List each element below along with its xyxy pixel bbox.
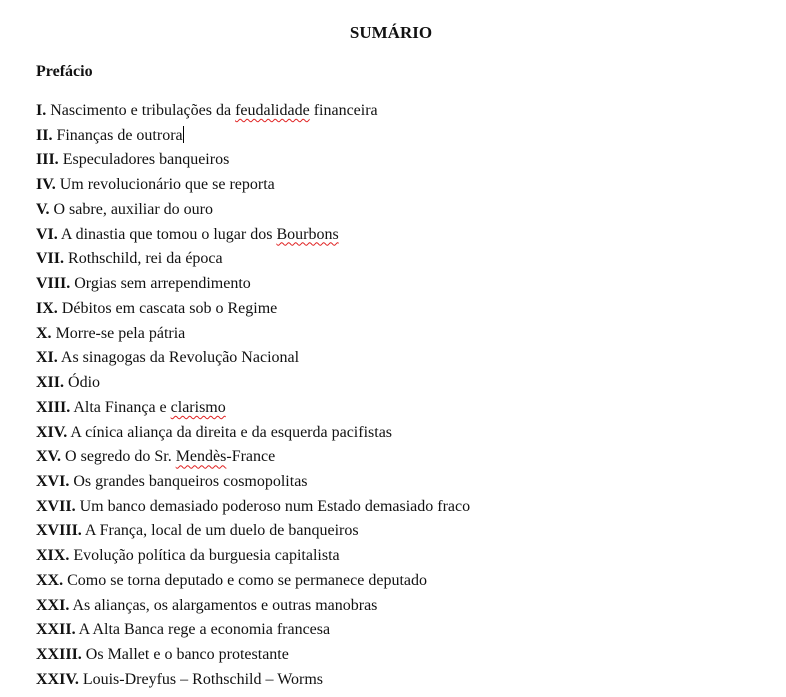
toc-entry[interactable] xyxy=(36,224,470,249)
toc-entry[interactable] xyxy=(36,323,470,348)
chapter-number: XXI. xyxy=(36,596,70,614)
toc-entry[interactable] xyxy=(36,595,470,620)
chapter-number: XVI. xyxy=(36,473,70,491)
chapter-number: I. xyxy=(36,102,47,119)
chapter-title: Alta Finança e xyxy=(70,398,171,416)
chapter-title: As alianças, os alargamentos e outras manobras xyxy=(69,596,378,614)
chapter-title: Os grandes banqueiros cosmopolitas xyxy=(69,473,308,491)
chapter-number: XI. xyxy=(36,349,58,367)
chapter-title: A França, local de um duelo de banqueiros xyxy=(81,522,359,540)
chapter-number: V. xyxy=(36,200,50,218)
chapter-title: A dinastia que tomou o lugar dos xyxy=(57,225,277,243)
chapter-title: A cínica aliança da direita e da esquerda pacifistas xyxy=(67,423,393,441)
chapter-title: Como se torna deputado e como se permanece deputado xyxy=(63,571,427,589)
chapter-title: Evolução política da burguesia capitalista xyxy=(69,547,340,565)
misspelled-word: clarismo xyxy=(170,398,226,416)
chapter-title: -France xyxy=(226,448,276,466)
toc-entry[interactable] xyxy=(36,298,470,323)
document-title: SUMÁRIO xyxy=(349,23,433,42)
toc-entry[interactable] xyxy=(36,199,470,224)
chapter-number: VI. xyxy=(36,225,58,243)
chapter-number: XXIII. xyxy=(36,646,82,664)
toc-entry[interactable] xyxy=(36,446,470,471)
toc-entry[interactable] xyxy=(36,125,470,150)
chapter-number: XXIV. xyxy=(36,670,79,688)
misspelled-word: feudalidade xyxy=(235,102,310,119)
chapter-number: VIII. xyxy=(36,275,71,293)
toc-entry[interactable] xyxy=(36,273,470,298)
toc-entry[interactable] xyxy=(36,520,470,545)
toc-entry[interactable] xyxy=(36,422,470,447)
chapter-title: Um revolucionário que se reporta xyxy=(55,176,275,194)
text-cursor xyxy=(183,126,184,143)
chapter-number: XXII. xyxy=(36,621,76,639)
chapter-number: XIX. xyxy=(36,547,70,565)
chapter-title: financeira xyxy=(309,102,378,119)
chapter-title: Os Mallet e o banco protestante xyxy=(81,646,289,664)
chapter-title: Débitos em cascata sob o Regime xyxy=(57,299,278,317)
chapter-title: Finanças de outrora xyxy=(52,126,183,144)
chapter-title: O segredo do Sr. xyxy=(61,448,176,466)
toc-entry[interactable] xyxy=(36,372,470,397)
chapter-number: X. xyxy=(36,324,52,342)
chapter-title: A Alta Banca rege a economia francesa xyxy=(75,621,331,639)
table-of-contents xyxy=(36,100,470,694)
chapter-number: XII. xyxy=(36,374,65,392)
chapter-title: Especuladores banqueiros xyxy=(58,151,230,169)
toc-entry[interactable] xyxy=(36,397,470,422)
chapter-title: Rothschild, rei da época xyxy=(64,250,223,268)
chapter-number: IX. xyxy=(36,299,58,317)
chapter-title: Morre-se pela pátria xyxy=(51,324,186,342)
chapter-number: XX. xyxy=(36,571,64,589)
misspelled-word: Mendès xyxy=(175,448,227,466)
chapter-number: XVIII. xyxy=(36,522,82,540)
chapter-number: XIII. xyxy=(36,398,71,416)
chapter-number: III. xyxy=(36,151,59,169)
chapter-number: XIV. xyxy=(36,423,68,441)
toc-entry[interactable] xyxy=(36,471,470,496)
preface-heading[interactable]: Prefácio xyxy=(36,63,93,80)
toc-entry[interactable] xyxy=(36,545,470,570)
chapter-title: Ódio xyxy=(64,374,101,392)
toc-entry[interactable] xyxy=(36,669,470,694)
toc-entry[interactable] xyxy=(36,174,470,199)
chapter-number: XV. xyxy=(36,448,62,466)
chapter-title: Louis-Dreyfus – Rothschild – Worms xyxy=(78,670,324,688)
toc-entry[interactable] xyxy=(36,149,470,174)
toc-entry[interactable] xyxy=(36,496,470,521)
toc-entry[interactable] xyxy=(36,570,470,595)
toc-entry[interactable] xyxy=(36,248,470,273)
chapter-number: VII. xyxy=(36,250,65,268)
chapter-title: As sinagogas da Revolução Nacional xyxy=(57,349,300,367)
chapter-number: IV. xyxy=(36,176,56,194)
toc-entry[interactable] xyxy=(36,619,470,644)
toc-entry[interactable] xyxy=(36,100,470,125)
toc-entry[interactable] xyxy=(36,347,470,372)
chapter-title: Um banco demasiado poderoso num Estado demasiado fraco xyxy=(75,497,471,515)
chapter-number: II. xyxy=(36,126,53,144)
toc-entry[interactable] xyxy=(36,644,470,669)
chapter-title: O sabre, auxiliar do ouro xyxy=(49,200,214,218)
misspelled-word: Bourbons xyxy=(276,225,339,243)
chapter-title: Orgias sem arrependimento xyxy=(70,275,251,293)
chapter-title: Nascimento e tribulações da xyxy=(46,102,236,119)
chapter-number: XVII. xyxy=(36,497,76,515)
